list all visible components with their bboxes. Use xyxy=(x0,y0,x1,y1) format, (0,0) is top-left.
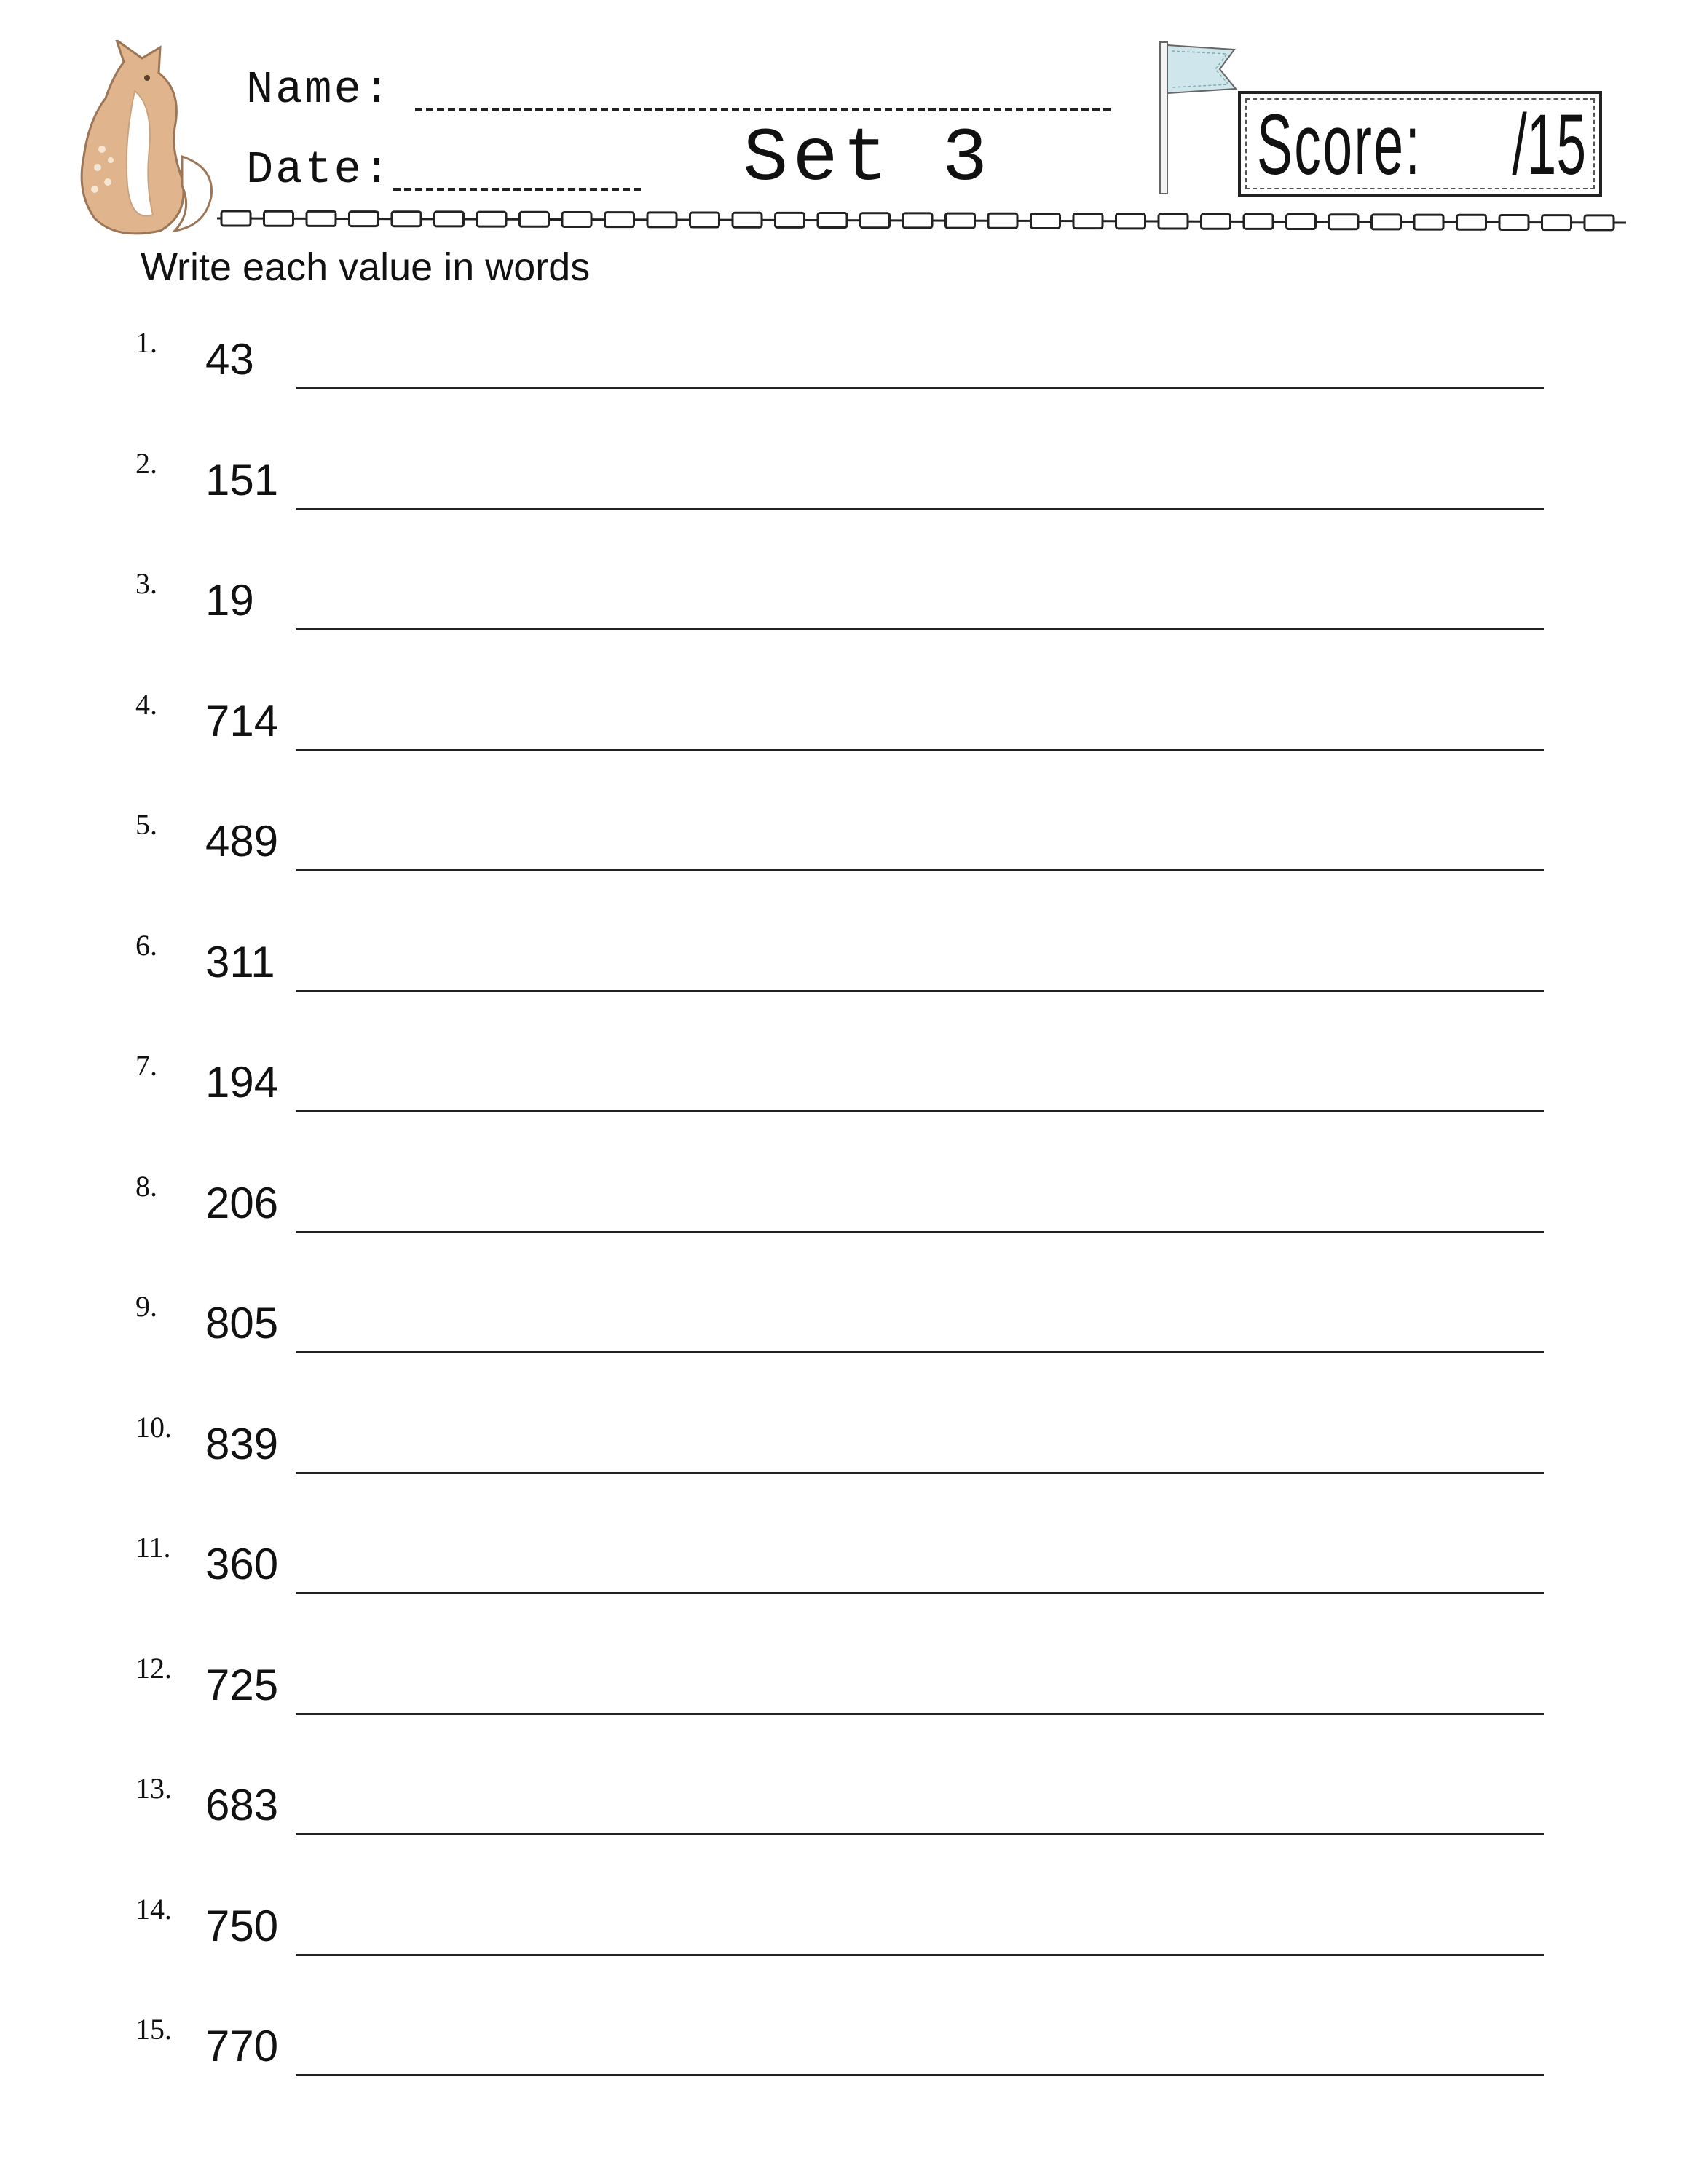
answer-line[interactable] xyxy=(296,1472,1544,1474)
question-value: 151 xyxy=(205,455,279,505)
question-value: 206 xyxy=(205,1178,279,1227)
question-value: 19 xyxy=(205,576,254,625)
question-value: 311 xyxy=(205,937,275,986)
question-value: 489 xyxy=(205,817,279,866)
question-number: 9. xyxy=(135,1290,157,1323)
date-label: Date: xyxy=(246,144,393,196)
answer-line[interactable] xyxy=(296,1231,1544,1233)
question-row xyxy=(0,1530,1688,1618)
chain-link xyxy=(690,213,719,227)
chain-link xyxy=(1329,215,1358,229)
chain-link xyxy=(264,211,293,226)
chain-link xyxy=(861,213,890,228)
question-value: 725 xyxy=(205,1660,279,1709)
chain-link xyxy=(647,213,677,227)
question-number: 8. xyxy=(135,1169,157,1203)
answer-line[interactable] xyxy=(296,749,1544,751)
score-total: /15 xyxy=(1512,97,1586,193)
question-value: 750 xyxy=(205,1901,279,1950)
chain-link xyxy=(1202,214,1231,229)
chain-link xyxy=(392,212,421,226)
chain-divider xyxy=(217,207,1626,236)
chain-link xyxy=(776,213,805,227)
chain-link xyxy=(903,213,932,228)
question-number: 5. xyxy=(135,808,157,841)
answer-line[interactable] xyxy=(296,387,1544,389)
flag-icon xyxy=(1154,36,1242,197)
chain-link xyxy=(1585,215,1614,230)
answer-line[interactable] xyxy=(296,1954,1544,1956)
chain-link xyxy=(221,211,251,226)
question-value: 360 xyxy=(205,1540,279,1588)
question-value: 805 xyxy=(205,1299,279,1348)
question-row xyxy=(0,928,1688,1016)
question-row xyxy=(0,807,1688,895)
question-value: 714 xyxy=(205,696,279,745)
set-title: Set 3 xyxy=(743,116,993,202)
question-number: 2. xyxy=(135,446,157,480)
question-row xyxy=(0,1410,1688,1497)
answer-line[interactable] xyxy=(296,1833,1544,1835)
question-value: 770 xyxy=(205,2022,279,2070)
answer-line[interactable] xyxy=(296,628,1544,630)
chain-link xyxy=(1499,215,1529,229)
chain-link xyxy=(350,212,379,226)
chain-link xyxy=(1287,215,1316,229)
question-number: 3. xyxy=(135,567,157,600)
question-value: 839 xyxy=(205,1419,279,1468)
fox-icon xyxy=(73,40,218,237)
score-box xyxy=(1238,91,1602,197)
question-number: 12. xyxy=(135,1651,172,1685)
question-value: 194 xyxy=(205,1058,279,1107)
chain-link xyxy=(1414,215,1443,229)
question-row xyxy=(0,1289,1688,1377)
question-number: 1. xyxy=(135,326,157,359)
question-number: 15. xyxy=(135,2013,172,2046)
answer-line[interactable] xyxy=(296,990,1544,992)
answer-line[interactable] xyxy=(296,2074,1544,2076)
chain-link xyxy=(605,213,634,227)
question-row xyxy=(0,1771,1688,1859)
question-number: 11. xyxy=(135,1531,171,1564)
chain-link xyxy=(1116,214,1145,229)
question-row xyxy=(0,687,1688,775)
question-number: 4. xyxy=(135,687,157,721)
chain-link xyxy=(562,212,591,226)
instructions: Write each value in words xyxy=(141,245,591,289)
chain-link xyxy=(1244,214,1273,229)
chain-link xyxy=(1073,214,1103,229)
answer-line[interactable] xyxy=(296,1110,1544,1112)
answer-line[interactable] xyxy=(296,1592,1544,1594)
question-number: 6. xyxy=(135,928,157,962)
chain-link xyxy=(477,212,506,226)
chain-link xyxy=(1031,213,1060,228)
date-field[interactable] xyxy=(393,188,641,191)
chain-link xyxy=(520,212,549,226)
chain-link xyxy=(1457,215,1486,229)
question-value: 43 xyxy=(205,335,254,384)
question-number: 10. xyxy=(135,1410,172,1444)
chain-link xyxy=(818,213,847,228)
question-number: 14. xyxy=(135,1892,172,1926)
question-number: 7. xyxy=(135,1049,157,1082)
chain-link xyxy=(307,211,336,226)
question-row xyxy=(0,566,1688,654)
chain-link xyxy=(1372,215,1401,229)
answer-line[interactable] xyxy=(296,508,1544,510)
answer-line[interactable] xyxy=(296,869,1544,871)
chain-link xyxy=(946,213,975,228)
question-row xyxy=(0,1048,1688,1136)
name-field[interactable] xyxy=(415,108,1111,111)
question-row xyxy=(0,1169,1688,1257)
chain-link xyxy=(435,212,464,226)
question-row xyxy=(0,1892,1688,1979)
answer-line[interactable] xyxy=(296,1351,1544,1353)
chain-link xyxy=(1159,214,1188,229)
chain-link xyxy=(733,213,762,227)
chain-link xyxy=(988,213,1017,228)
question-row xyxy=(0,2012,1688,2100)
name-label: Name: xyxy=(246,64,393,116)
answer-line[interactable] xyxy=(296,1713,1544,1715)
question-number: 13. xyxy=(135,1772,172,1805)
question-value: 683 xyxy=(205,1781,279,1829)
question-row xyxy=(0,1651,1688,1738)
question-row xyxy=(0,325,1688,413)
question-row xyxy=(0,446,1688,534)
chain-link xyxy=(1542,215,1571,230)
score-label: Score: xyxy=(1257,97,1422,193)
